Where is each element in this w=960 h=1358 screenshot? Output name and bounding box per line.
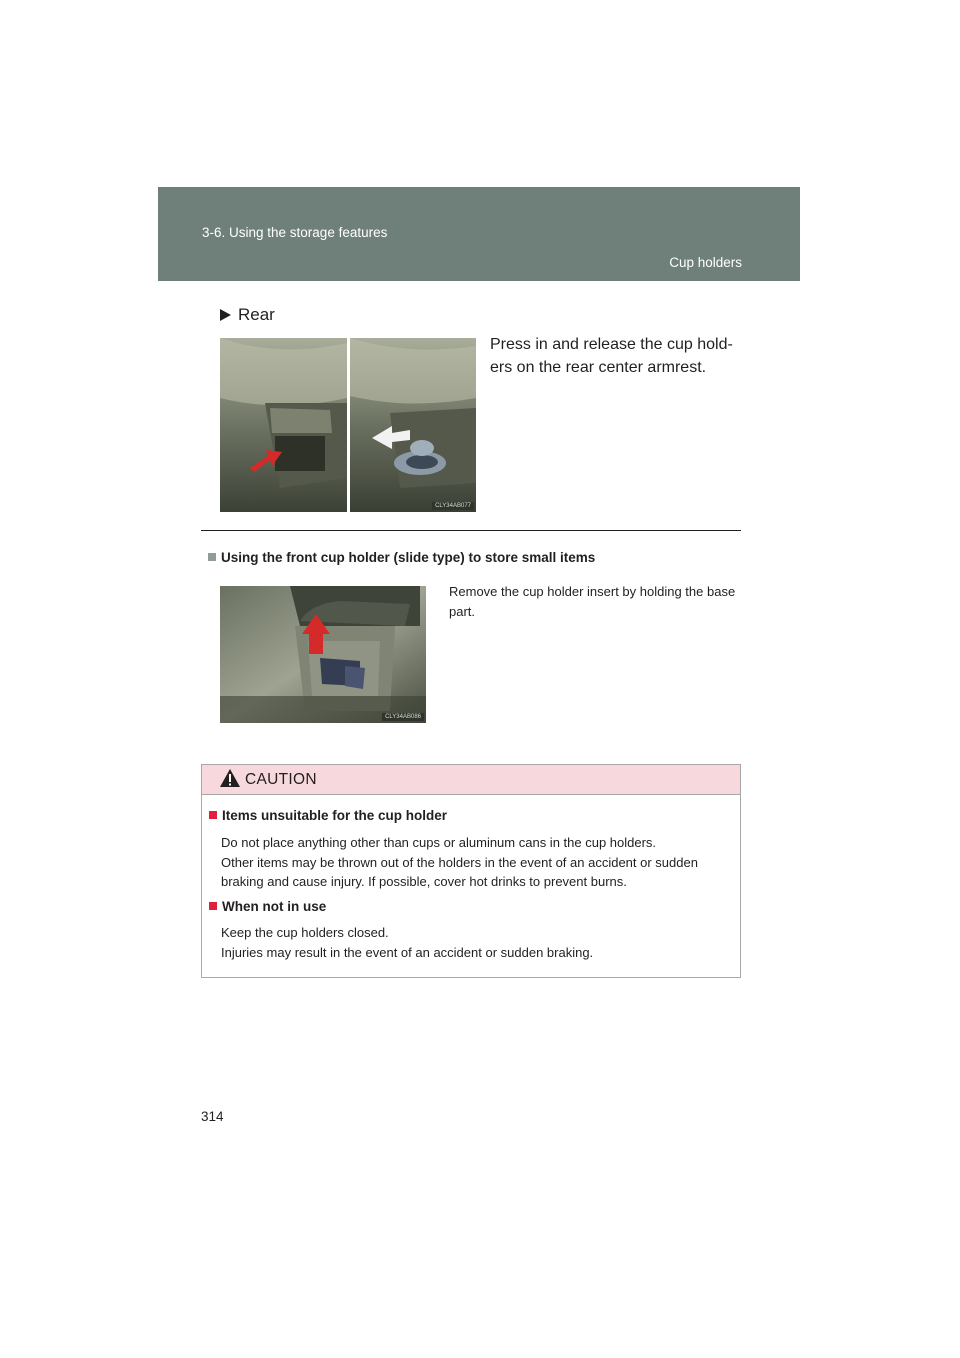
chapter-header (158, 187, 800, 281)
caution-item-body: Keep the cup holders closed. Injuries may result in the event of an accident or sudden braking. (221, 925, 594, 960)
image-code: CLY34AB077 (432, 502, 474, 510)
square-bullet-icon (209, 811, 217, 819)
caution-item-body: Do not place anything other than cups or aluminum cans in the cup holders. Other items may be thrown out of the holders in the event of an accident or sudden braking and cause injury. If possible, cover hot drinks to prevent burns. (221, 835, 698, 889)
caution-label: CAUTION (245, 771, 317, 788)
rear-photo-right (350, 338, 476, 512)
square-bullet-icon (209, 902, 217, 910)
note-instruction: Remove the cup holder insert by holding the base part. (449, 584, 736, 619)
rear-instruction: Press in and release the cup hold-ers on the rear center armrest. (490, 336, 733, 376)
caution-item-title: Items unsuitable for the cup holder (209, 808, 447, 823)
rear-heading: Rear (220, 305, 275, 325)
caution-box (201, 764, 741, 978)
caution-item-title: When not in use (209, 899, 326, 914)
image-code: CLY34AB086 (382, 713, 424, 721)
page-topic-title: Cup holders (669, 255, 742, 270)
square-bullet-icon (208, 553, 216, 561)
page-number: 314 (201, 1109, 224, 1124)
triangle-bullet-icon (220, 309, 231, 321)
section-title: 3-6. Using the storage features (202, 225, 388, 240)
note-heading: Using the front cup holder (slide type) to store small items (208, 550, 595, 565)
front-cup-holder-photo (220, 586, 426, 723)
warning-triangle-icon (219, 768, 241, 788)
rear-photo-left (220, 338, 347, 512)
caution-header (202, 765, 740, 795)
section-divider (201, 530, 741, 531)
